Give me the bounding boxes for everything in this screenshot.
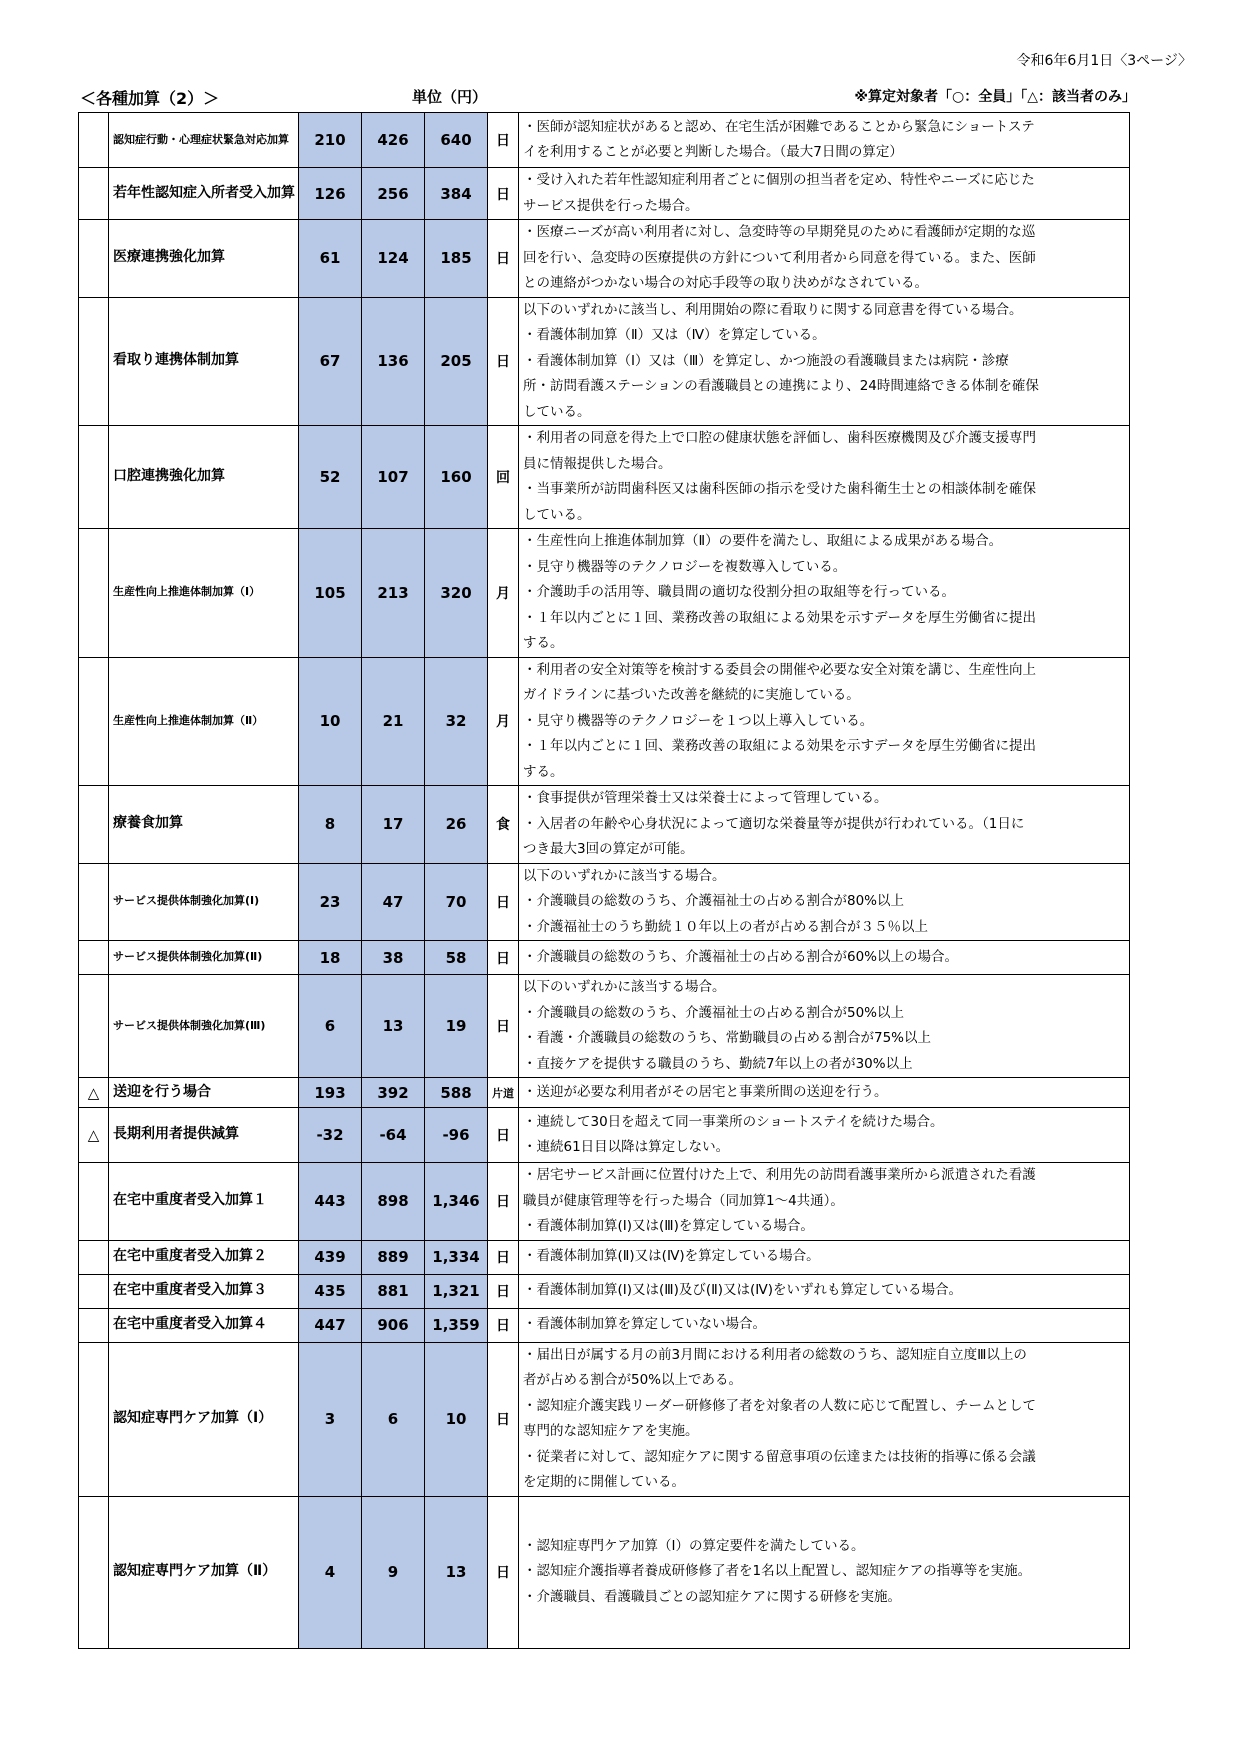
description-line: 以下のいずれかに該当する場合。 [523, 867, 726, 884]
addition-name: 生産性向上推進体制加算（Ⅱ） [109, 657, 299, 786]
value-1: 105 [299, 529, 362, 658]
description-line: イを利用することが必要と判断した場合。（最大7日間の算定） [523, 144, 903, 160]
value-1: 210 [299, 113, 362, 168]
requirements-description [519, 1496, 1130, 1648]
billing-unit: 日 [488, 1240, 519, 1274]
description-line: を定期的に開催している。 [523, 1474, 685, 1490]
requirements-description [519, 529, 1130, 658]
description-line: ・介護職員の総数のうち、介護福祉士の占める割合が60%以上の場合。 [523, 948, 959, 965]
value-2: 256 [362, 168, 425, 220]
description-line: つき最大3回の算定が可能。 [523, 841, 694, 857]
addition-name: サービス提供体制強化加算(Ⅲ) [109, 975, 299, 1078]
description-line: ・看護体制加算(Ⅰ)又は(Ⅲ)及び(Ⅱ)又は(Ⅳ)をいずれも算定している場合。 [523, 1282, 963, 1299]
addition-name: 認知症行動・心理症状緊急対応加算 [109, 113, 299, 168]
addition-name: 在宅中重度者受入加算３ [109, 1274, 299, 1308]
requirements-description [519, 168, 1130, 220]
value-3: 588 [425, 1078, 488, 1108]
value-1: 23 [299, 863, 362, 941]
value-3: 13 [425, 1496, 488, 1648]
value-2: 21 [362, 657, 425, 786]
table-row [79, 657, 1130, 786]
billing-unit: 日 [488, 1108, 519, 1163]
value-2: 136 [362, 297, 425, 426]
value-3: 19 [425, 975, 488, 1078]
target-mark: △ [79, 1108, 109, 1163]
description-line: ・食事提供が管理栄養士又は栄養士によって管理している。 [523, 790, 888, 806]
billing-unit: 日 [488, 113, 519, 168]
unit-label: 単位（円） [412, 88, 488, 106]
value-3: 32 [425, 657, 488, 786]
value-3: 1,321 [425, 1274, 488, 1308]
value-3: 320 [425, 529, 488, 658]
requirements-description [519, 113, 1130, 168]
value-1: 10 [299, 657, 362, 786]
value-1: 443 [299, 1163, 362, 1241]
value-1: 447 [299, 1308, 362, 1342]
billing-unit: 月 [488, 529, 519, 658]
value-1: 52 [299, 426, 362, 529]
value-1: -32 [299, 1108, 362, 1163]
target-mark [79, 220, 109, 298]
table-row [79, 1342, 1130, 1496]
description-line: ・認知症専門ケア加算（Ⅰ）の算定要件を満たしている。 [523, 1537, 865, 1554]
description-line: ・当事業所が訪問歯科医又は歯科医師の指示を受けた歯科衛生士との相談体制を確保 [523, 481, 1036, 497]
value-3: 160 [425, 426, 488, 529]
description-line: ・送迎が必要な利用者がその居宅と事業所間の送迎を行う。 [523, 1083, 888, 1100]
description-line: ・認知症介護指導者養成研修修了者を1名以上配置し、認知症ケアの指導等を実施。 [523, 1563, 1032, 1580]
addition-name: サービス提供体制強化加算(Ⅱ) [109, 941, 299, 975]
description-line: ・居宅サービス計画に位置付けた上で、利用先の訪問看護事業所から派遣された看護 [523, 1167, 1036, 1183]
section-title: ＜各種加算（2）＞ [80, 89, 220, 108]
description-line: ・介護職員の総数のうち、介護福祉士の占める割合が50%以上 [523, 1004, 905, 1021]
requirements-description [519, 975, 1130, 1078]
description-line: ・看護体制加算（Ⅱ）又は（Ⅳ）を算定している。 [523, 327, 826, 343]
description-line: ・見守り機器等のテクノロジーを複数導入している。 [523, 558, 847, 575]
target-mark [79, 297, 109, 426]
description-line: ・１年以内ごとに１回、業務改善の取組による効果を示すデータを厚生労働省に提出 [523, 609, 1036, 626]
value-3: 640 [425, 113, 488, 168]
table-row [79, 1078, 1130, 1108]
addition-name: 医療連携強化加算 [109, 220, 299, 298]
target-mark [79, 1342, 109, 1496]
billing-unit: 日 [488, 1163, 519, 1241]
table-row [79, 113, 1130, 168]
description-line: 者が占める割合が50%以上である。 [523, 1372, 743, 1388]
table-row [79, 220, 1130, 298]
description-line: ・医師が認知症状があると認め、在宅生活が困難であることから緊急にショートステ [523, 118, 1035, 135]
table-row [79, 1308, 1130, 1342]
billing-unit: 日 [488, 297, 519, 426]
target-mark [79, 168, 109, 220]
requirements-description [519, 220, 1130, 298]
table-row [79, 786, 1130, 864]
value-3: 10 [425, 1342, 488, 1496]
billing-unit: 日 [488, 1342, 519, 1496]
addition-name: 生産性向上推進体制加算（Ⅰ） [109, 529, 299, 658]
description-line: ・看護体制加算（Ⅰ）又は（Ⅲ）を算定し、かつ施設の看護職員または病院・診療 [523, 352, 1009, 369]
billing-unit: 片道 [488, 1078, 519, 1108]
table-row [79, 426, 1130, 529]
description-line: ・届出日が属する月の前3月間における利用者の総数のうち、認知症自立度Ⅲ以上の [523, 1346, 1027, 1363]
value-1: 61 [299, 220, 362, 298]
table-row [79, 529, 1130, 658]
description-line: する。 [523, 635, 564, 651]
requirements-description [519, 786, 1130, 864]
table-row [79, 1274, 1130, 1308]
addition-name: 在宅中重度者受入加算４ [109, 1308, 299, 1342]
target-mark: △ [79, 1078, 109, 1108]
value-1: 6 [299, 975, 362, 1078]
addition-name: 若年性認知症入所者受入加算 [109, 168, 299, 220]
target-mark [79, 1496, 109, 1648]
target-mark [79, 1274, 109, 1308]
target-mark [79, 863, 109, 941]
target-note: ※算定対象者「○：全員」「△：該当者のみ」 [854, 89, 1136, 105]
description-line: ・連続61日目以降は算定しない。 [523, 1139, 730, 1155]
addition-name: 在宅中重度者受入加算２ [109, 1240, 299, 1274]
billing-unit: 回 [488, 426, 519, 529]
value-3: 1,359 [425, 1308, 488, 1342]
value-3: 58 [425, 941, 488, 975]
description-line: 以下のいずれかに該当する場合。 [523, 979, 726, 995]
addition-name: 看取り連携体制加算 [109, 297, 299, 426]
requirements-description [519, 941, 1130, 975]
description-line: 職員が健康管理等を行った場合（同加算1～4共通）。 [523, 1192, 844, 1209]
value-2: 13 [362, 975, 425, 1078]
requirements-description [519, 1240, 1130, 1274]
value-2: 124 [362, 220, 425, 298]
description-line: ・認知症介護実践リーダー研修修了者を対象者の人数に応じて配置し、チームとして [523, 1397, 1036, 1414]
description-line: ・利用者の同意を得た上で口腔の健康状態を評価し、歯科医療機関及び介護支援専門 [523, 430, 1036, 446]
description-line: ・直接ケアを提供する職員のうち、勤続7年以上の者が30%以上 [523, 1055, 913, 1072]
value-1: 67 [299, 297, 362, 426]
description-line: との連絡がつかない場合の対応手段等の取り決めがなされている。 [523, 275, 928, 291]
value-1: 126 [299, 168, 362, 220]
billing-unit: 日 [488, 168, 519, 220]
description-line: 所・訪問看護ステーションの看護職員との連携により、24時間連絡できる体制を確保 [523, 378, 1039, 394]
description-line: ・介護職員、看護職員ごとの認知症ケアに関する研修を実施。 [523, 1588, 901, 1605]
requirements-description [519, 426, 1130, 529]
target-mark [79, 1240, 109, 1274]
billing-unit: 日 [488, 1274, 519, 1308]
value-2: 38 [362, 941, 425, 975]
value-3: 1,346 [425, 1163, 488, 1241]
addition-name: 口腔連携強化加算 [109, 426, 299, 529]
requirements-description [519, 1274, 1130, 1308]
value-3: 205 [425, 297, 488, 426]
description-line: 回を行い、急変時の医療提供の方針について利用者から同意を得ている。また、医師 [523, 249, 1036, 266]
requirements-description [519, 657, 1130, 786]
value-1: 3 [299, 1342, 362, 1496]
billing-unit: 日 [488, 1496, 519, 1648]
value-2: 898 [362, 1163, 425, 1241]
description-line: ・見守り機器等のテクノロジーを１つ以上導入している。 [523, 712, 874, 729]
value-2: 889 [362, 1240, 425, 1274]
value-2: 213 [362, 529, 425, 658]
target-mark [79, 941, 109, 975]
billing-unit: 月 [488, 657, 519, 786]
requirements-description [519, 1163, 1130, 1241]
requirements-description [519, 1308, 1130, 1342]
value-2: 881 [362, 1274, 425, 1308]
addition-name: 認知症専門ケア加算（Ⅱ） [109, 1496, 299, 1648]
value-3: -96 [425, 1108, 488, 1163]
billing-unit: 食 [488, 786, 519, 864]
description-line: ・連続して30日を超えて同一事業所のショートステイを続けた場合。 [523, 1113, 944, 1130]
value-1: 193 [299, 1078, 362, 1108]
description-line: ・従業者に対して、認知症ケアに関する留意事項の伝達または技術的指導に係る会議 [523, 1448, 1036, 1465]
description-line: ・介護福祉士のうち勤続１０年以上の者が占める割合が３５％以上 [523, 918, 928, 935]
requirements-description [519, 1078, 1130, 1108]
description-line: ・利用者の安全対策等を検討する委員会の開催や必要な安全対策を講じ、生産性向上 [523, 661, 1036, 678]
addition-name: 療養食加算 [109, 786, 299, 864]
addition-name: 送迎を行う場合 [109, 1078, 299, 1108]
value-3: 70 [425, 863, 488, 941]
requirements-description [519, 863, 1130, 941]
table-row [79, 975, 1130, 1078]
target-mark [79, 1308, 109, 1342]
table-row [79, 297, 1130, 426]
requirements-description [519, 1342, 1130, 1496]
description-line: 員に情報提供した場合。 [523, 455, 672, 472]
description-line: ・看護体制加算(Ⅰ)又は(Ⅲ)を算定している場合。 [523, 1218, 814, 1234]
value-3: 384 [425, 168, 488, 220]
value-2: 9 [362, 1496, 425, 1648]
value-1: 435 [299, 1274, 362, 1308]
addition-name: サービス提供体制強化加算(Ⅰ) [109, 863, 299, 941]
value-2: 107 [362, 426, 425, 529]
description-line: 以下のいずれかに該当し、利用開始の際に看取りに関する同意書を得ている場合。 [523, 301, 1023, 318]
target-mark [79, 426, 109, 529]
table-row [79, 1163, 1130, 1241]
value-2: -64 [362, 1108, 425, 1163]
value-1: 18 [299, 941, 362, 975]
target-mark [79, 786, 109, 864]
value-1: 439 [299, 1240, 362, 1274]
billing-unit: 日 [488, 220, 519, 298]
target-mark [79, 975, 109, 1078]
description-line: ・介護助手の活用等、職員間の適切な役割分担の取組等を行っている。 [523, 584, 955, 600]
description-line: ・受け入れた若年性認知症利用者ごとに個別の担当者を定め、特性やニーズに応じた [523, 172, 1035, 188]
description-line: ・看護・介護職員の総数のうち、常勤職員の占める割合が75%以上 [523, 1030, 932, 1046]
table-row [79, 941, 1130, 975]
value-2: 17 [362, 786, 425, 864]
description-line: ・介護職員の総数のうち、介護福祉士の占める割合が80%以上 [523, 893, 905, 909]
description-line: ・入居者の年齢や心身状況によって適切な栄養量等が提供が行われている。（1日に [523, 815, 1025, 832]
value-2: 426 [362, 113, 425, 168]
billing-unit: 日 [488, 941, 519, 975]
value-3: 185 [425, 220, 488, 298]
addition-name: 在宅中重度者受入加算１ [109, 1163, 299, 1241]
value-2: 906 [362, 1308, 425, 1342]
description-line: ・１年以内ごとに１回、業務改善の取組による効果を示すデータを厚生労働省に提出 [523, 738, 1036, 754]
description-line: ガイドラインに基づいた改善を継続的に実施している。 [523, 687, 860, 703]
description-line: している。 [523, 403, 591, 420]
table-row [79, 1108, 1130, 1163]
description-line: サービス提供を行った場合。 [523, 197, 699, 214]
description-line: ・看護体制加算(Ⅱ)又は(Ⅳ)を算定している場合。 [523, 1248, 820, 1265]
billing-unit: 日 [488, 975, 519, 1078]
value-2: 392 [362, 1078, 425, 1108]
value-2: 47 [362, 863, 425, 941]
description-line: ・看護体制加算を算定していない場合。 [523, 1316, 766, 1333]
description-line: している。 [523, 506, 591, 523]
table-row [79, 1240, 1130, 1274]
description-line: する。 [523, 763, 564, 780]
target-mark [79, 113, 109, 168]
target-mark [79, 657, 109, 786]
requirements-description [519, 297, 1130, 426]
table-row [79, 168, 1130, 220]
target-mark [79, 529, 109, 658]
description-line: ・医療ニーズが高い利用者に対し、急変時等の早期発見のために看護師が定期的な巡 [523, 224, 1036, 240]
table-row [79, 863, 1130, 941]
requirements-description [519, 1108, 1130, 1163]
target-mark [79, 1163, 109, 1241]
billing-unit: 日 [488, 863, 519, 941]
addition-name: 認知症専門ケア加算（Ⅰ） [109, 1342, 299, 1496]
value-3: 1,334 [425, 1240, 488, 1274]
value-1: 4 [299, 1496, 362, 1648]
table-row [79, 1496, 1130, 1648]
value-2: 6 [362, 1342, 425, 1496]
value-3: 26 [425, 786, 488, 864]
description-line: ・生産性向上推進体制加算（Ⅱ）の要件を満たし、取組による成果がある場合。 [523, 533, 1003, 549]
addition-name: 長期利用者提供減算 [109, 1108, 299, 1163]
billing-unit: 日 [488, 1308, 519, 1342]
additions-table [78, 112, 1130, 1649]
description-line: 専門的な認知症ケアを実施。 [523, 1423, 699, 1439]
value-1: 8 [299, 786, 362, 864]
page-date: 令和6年6月1日〈3ページ〉 [1016, 53, 1192, 69]
